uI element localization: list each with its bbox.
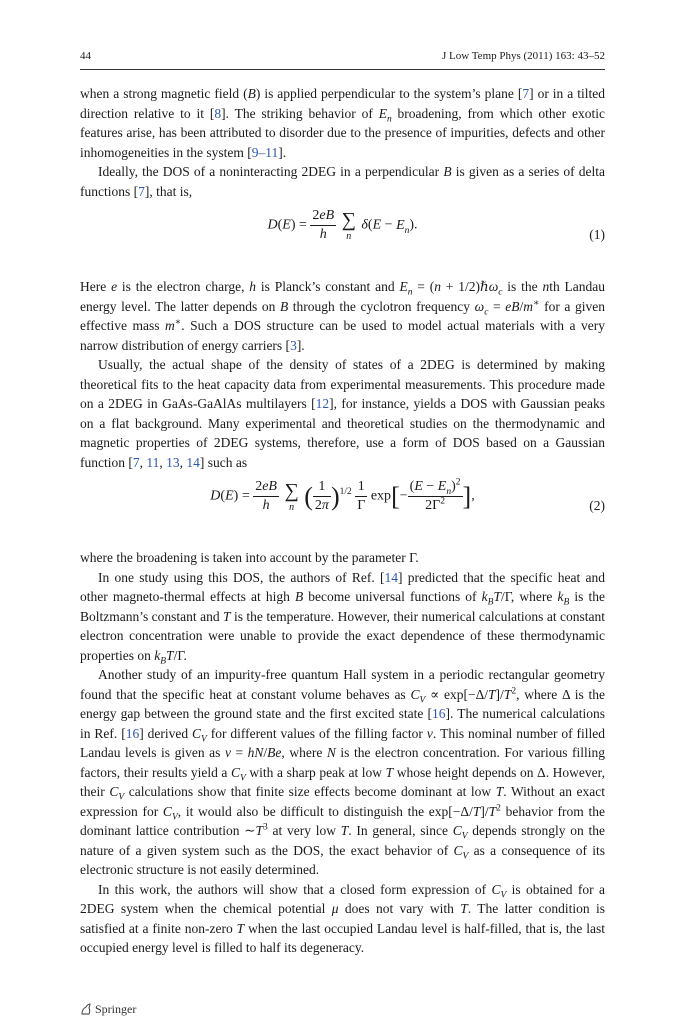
paragraph: where the broadening is taken into account by the parameter Γ. <box>80 550 419 565</box>
springer-horse-icon <box>80 1003 92 1015</box>
citation-link[interactable]: 13 <box>166 454 180 470</box>
journal-reference: J Low Temp Phys (2011) 163: 43–52 <box>441 50 605 62</box>
equation-2-math: D(E) = $\frac{2eB}{h}$ ∑ n ( $\frac{1}{2\pi}$ )$^{1/2}$ $\frac{1}{\Gamma}$ exp[− $\frac{(E - E_n)^2}{2\Gamma^2}$ ], <box>210 477 475 513</box>
paragraph: In this work, the authors will show that a closed form expression of $C_V$ is obtained for a 2DEG system when the chemical potential μ does not vary with T. The latter condition is satisfied at a finite non-zero T when the last occupied Landau level is half-filled, that is, the last occupied energy level is filled to half its degeneracy. <box>80 881 605 955</box>
paragraph: Here e is the electron charge, h is Planck’s constant and $E_n = (n$ + 1/2)ℏω$_c$ is the nth Landau energy level. The latter depends on B through the cyclotron frequency $\omega_c = eB/m^∗$ for a given effective mass m∗. Such a DOS structure can be used to model actual materials with a very narrow distribution of energy carriers [3]. <box>80 279 606 353</box>
body-text <box>80 84 605 958</box>
citation-link[interactable]: 16 <box>125 725 140 741</box>
publisher-name: Springer <box>95 1002 137 1016</box>
paragraph: In one study using this DOS, the authors of Ref. [14] predicted that the specific heat and other magneto-thermal effects at high B become universal functions of $k_BT/\Gamma$, where $k_B$ is the Boltzmann’s constant and T is the temperature. However, their numerical calculations at constant electron concentration were unable to provide the exact dependence of these thermodynamic properties on $k_BT/\Gamma$. <box>80 569 605 667</box>
equation-number: (1) <box>589 227 605 242</box>
citation-link[interactable]: 14 <box>186 454 200 470</box>
citation-link[interactable]: 8 <box>214 105 222 121</box>
page <box>80 0 605 1036</box>
paragraph: Another study of an impurity-free quantum Hall system in a periodic rectangular geometry found that the specific heat at constant volume behaves as $C_V \propto \exp[-\Delta/T]/T^2$, where Δ is the energy gap between the ground state and the first excited state [16]. The numerical calculations in Ref. [16] derived $C_V$ for different values of the filling factor ν. This nominal number of filled Landau levels is given as ν = hN/Be, where N is the electron concentration. For various filling factors, their results yield a $C_V$ with a sharp peak at low T whose height depends on Δ. However, their $C_V$ calculations show that finite size effects become dominant at low T. Without an exact expression for $C_V$, it would also be difficult to distinguish the $\exp[-\Delta/T]/T^2$ behavior from the dominant lattice contribution $\sim T^3$ at very low T. In general, since $C_V$ depends strongly on the nature of a given system such as the DOS, the exact behavior of $C_V$ as a consequence of its electronic structure is not easily determined. <box>80 667 606 877</box>
citation-link[interactable]: 9–11 <box>251 144 279 160</box>
header-rule <box>80 69 605 70</box>
page-number: 44 <box>80 50 91 62</box>
equation-2 <box>80 478 605 538</box>
equation-1-math: D(E) = $\frac{2eB}{h}$ ∑ n $\delta(E - E_n)$. <box>267 208 418 242</box>
citation-link[interactable]: 7 <box>522 86 530 101</box>
citation-link[interactable]: 14 <box>384 569 399 585</box>
publisher-footer <box>80 1002 136 1017</box>
citation-link[interactable]: 7 <box>132 454 140 470</box>
citation-link[interactable]: 12 <box>315 396 330 411</box>
running-header <box>80 50 605 66</box>
citation-link[interactable]: 16 <box>431 706 446 721</box>
citation-link[interactable]: 7 <box>138 183 145 199</box>
paragraph: when a strong magnetic field (B) is applied perpendicular to the system’s plane [7] or in a tilted direction relative to it [8]. The striking behavior of $E_n$ broadening, from which other exotic features arise, has been attributed to disorder due to the presence of impurities, defects and other inhomogeneities in the system [9–11]. <box>80 86 606 160</box>
citation-link[interactable]: 3 <box>290 337 297 353</box>
equation-1 <box>80 207 605 267</box>
paragraph: Ideally, the DOS of a noninteracting 2DEG in a perpendicular B is given as a series of delta functions [7], that is, <box>80 164 606 199</box>
equation-number: (2) <box>589 498 605 513</box>
citation-link[interactable]: 11 <box>146 454 160 470</box>
paragraph: Usually, the actual shape of the density of states of a 2DEG is determined by making theoretical fits to the heat capacity data from experimental measurements. This procedure made on a 2DEG in GaAs-GaAlAs multilayers [12], for instance, yields a DOS with Gaussian peaks on a flat background. Many experimental and theoretical studies on the thermodynamic and magnetic properties of 2DEG systems, therefore, use a form of DOS based on a Gaussian function [7, 11, 13, 14] such as <box>80 357 605 470</box>
